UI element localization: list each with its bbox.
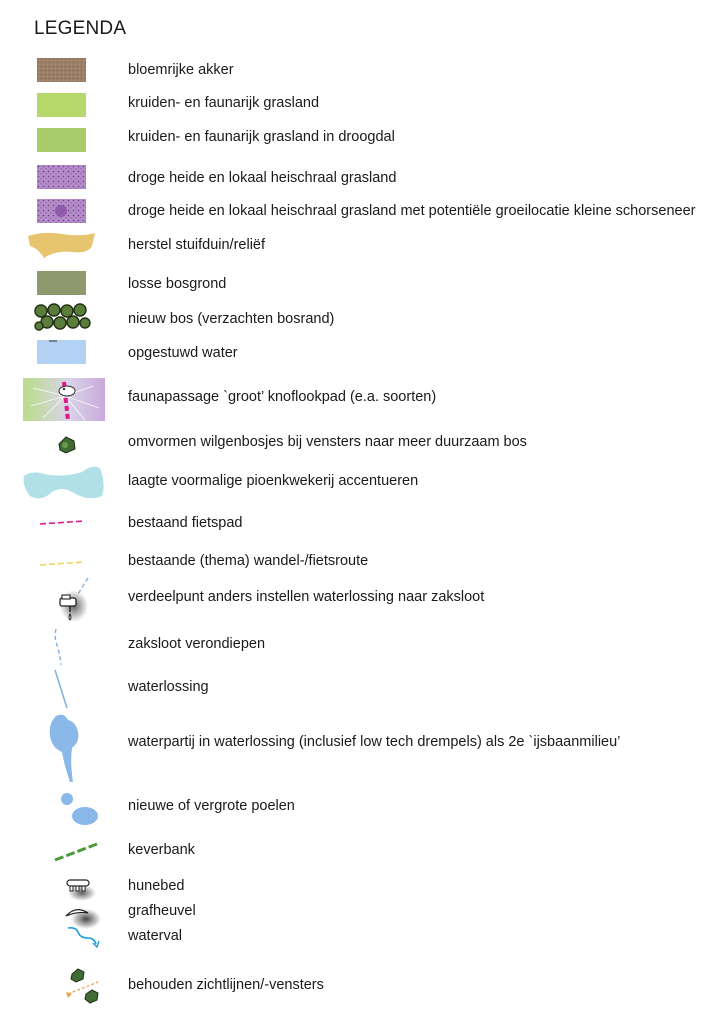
legend-item-label: hunebed [128, 878, 185, 894]
yellow-dune-shape-icon [26, 230, 96, 260]
dolmen-icon [62, 877, 94, 901]
ponds-icon [58, 791, 102, 827]
legend-item-label: droge heide en lokaal heischraal grasland [128, 170, 397, 186]
legend-item-label: verdeelpunt anders instellen waterlossing naar zaksloot [128, 589, 485, 605]
light-blue-swatch-icon [37, 340, 86, 364]
waterfall-icon [66, 926, 106, 950]
light-green-swatch-icon [37, 93, 86, 117]
legend-item-label: kruiden- en faunarijk grasland [128, 95, 320, 111]
legend-item-label: faunapassage `groot’ knoflookpad (e.a. soorten) [128, 389, 437, 405]
legend-item-label: kruiden- en faunarijk grasland in droogdal [128, 129, 395, 145]
legend-item-label: grafheuvel [128, 903, 196, 919]
legend-item-label: nieuwe of vergrote poelen [128, 798, 295, 814]
water-body-shape-icon [46, 712, 86, 784]
legend-item-label: herstel stuifduin/reliëf [128, 237, 266, 253]
legend-item-label: waterlossing [128, 679, 209, 695]
olive-swatch-icon [37, 271, 86, 295]
legend-item-label: nieuw bos (verzachten bosrand) [128, 311, 335, 327]
legend-item-label: zaksloot verondiepen [128, 636, 266, 652]
legend-item-label: bestaande (thema) wandel-/fietsroute [128, 553, 369, 569]
legend-item-label: waterpartij in waterlossing (inclusief low tech drempels) als 2e `ijsbaanmilieu’ [128, 734, 621, 750]
sightline-icon [64, 968, 104, 1012]
legend-item-label: laagte voormalige pioenkwekerij accentueren [128, 473, 419, 489]
legend-item-label: behouden zichtlijnen/-vensters [128, 977, 324, 993]
cyan-lowland-shape-icon [22, 462, 106, 504]
green-swatch-icon [37, 128, 86, 152]
legend-item-label: bloemrijke akker [128, 62, 234, 78]
trees-pattern-icon [33, 303, 91, 333]
legend-item-label: opgestuwd water [128, 345, 238, 361]
yellow-dashed-line-icon [39, 553, 85, 567]
purple-heath-swatch-icon [37, 165, 86, 189]
fauna-crossing-icon [23, 378, 105, 421]
legend-item-label: bestaand fietspad [128, 515, 243, 531]
green-dashed-line-icon [53, 840, 99, 864]
purple-heath-spot-swatch-icon [37, 199, 86, 223]
small-bush-icon [57, 436, 77, 454]
legend-item-label: droge heide en lokaal heischraal grasland met potentiële groeilocatie kleine schorseneer [128, 203, 696, 219]
brown-field-swatch-icon [37, 58, 86, 82]
legend-item-label: losse bosgrond [128, 276, 227, 292]
legend-item-label: omvormen wilgenbosjes bij vensters naar meer duurzaam bos [128, 434, 527, 450]
blue-solid-line-icon [52, 668, 72, 710]
legend-title: LEGENDA [34, 18, 127, 39]
magenta-dashed-line-icon [39, 514, 85, 526]
legend-item-label: waterval [128, 928, 182, 944]
water-tap-icon [52, 576, 92, 628]
legend-item-label: keverbank [128, 842, 195, 858]
blue-dashed-line-icon [52, 627, 66, 667]
